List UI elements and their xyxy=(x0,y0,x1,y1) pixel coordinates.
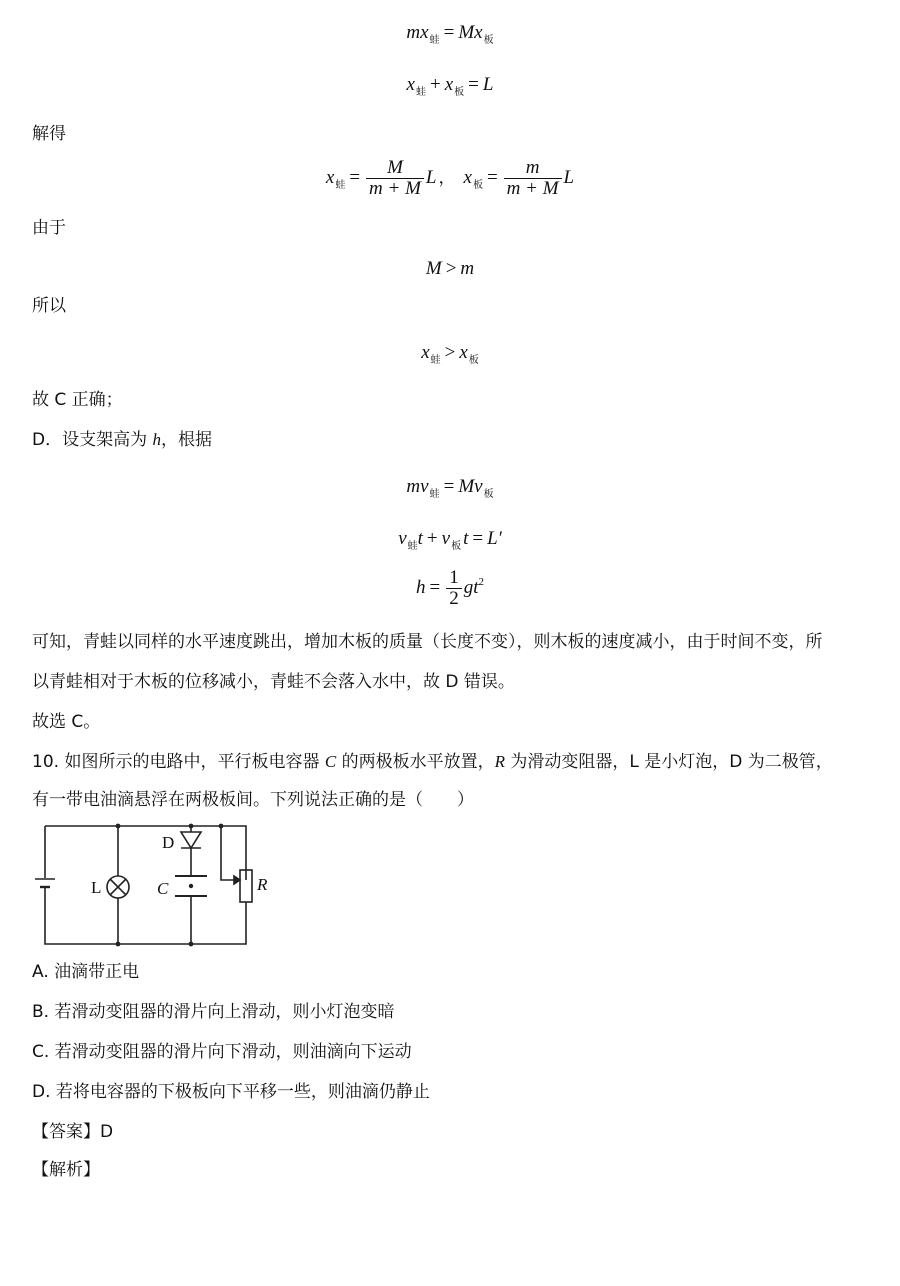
rheostat-slider-arrow xyxy=(234,876,240,884)
equation-displacement-inequality: $x_蛙 > x_板$ xyxy=(421,342,479,366)
eq-symbol: m xyxy=(406,476,421,497)
option-b: B. 若滑动变阻器的滑片向上滑动，则小灯泡变暗 xyxy=(32,1002,395,1022)
eq-separator: ， xyxy=(438,167,456,188)
junction-node xyxy=(116,824,121,829)
eq-symbol: x xyxy=(325,166,335,188)
fraction-numerator: M xyxy=(366,158,424,179)
text-paragraph-line: 以青蛙相对于木板的位移减小，青蛙不会落入水中，故 D 错误。 xyxy=(32,672,515,692)
eq-subscript: 板 xyxy=(454,87,465,98)
wire xyxy=(45,888,246,944)
eq-symbol: v xyxy=(398,528,407,549)
eq-subscript: 蛙 xyxy=(429,489,440,500)
text-conclusion-c: 故 C 正确； xyxy=(32,390,123,410)
label-diode: D xyxy=(162,833,175,852)
eq-subscript: 板 xyxy=(483,35,494,46)
eq-symbol: h xyxy=(416,576,426,598)
rheostat-slider-wire xyxy=(221,826,234,880)
eq-symbol: L xyxy=(563,166,575,188)
eq-symbol: m xyxy=(460,258,475,279)
junction-node xyxy=(219,824,224,829)
eq-symbol: M xyxy=(425,258,442,279)
eq-symbol: h xyxy=(152,430,161,449)
fraction xyxy=(366,158,424,199)
equation-velocity-time-sum: $v_蛙t + v_板$ t = L′ xyxy=(398,528,502,552)
eq-symbol: x xyxy=(463,166,472,188)
answer-label: 【答案】D xyxy=(32,1122,114,1142)
fraction-denominator: m + M xyxy=(369,178,421,199)
text-fragment: 为滑动变阻器，L 是小灯泡，D 为二极管， xyxy=(504,752,833,772)
eq-subscript: 板 xyxy=(472,179,483,191)
eq-symbol: L xyxy=(425,166,437,188)
text-part-d xyxy=(32,430,212,450)
eq-symbol: t xyxy=(417,528,423,549)
eq-symbol: m xyxy=(406,22,421,43)
text-fragment: 10. 如图所示的电路中，平行板电容器 xyxy=(32,752,325,772)
label-capacitor: C xyxy=(157,879,169,898)
fraction xyxy=(504,158,562,199)
fraction-numerator: m xyxy=(504,158,562,179)
eq-symbol: x xyxy=(406,74,415,95)
text-jiede: 解得 xyxy=(32,124,66,144)
eq-symbol: t xyxy=(463,528,469,549)
junction-node xyxy=(116,942,121,947)
eq-subscript: 板 xyxy=(468,355,479,366)
eq-superscript: 2 xyxy=(478,575,484,588)
eq-subscript: 蛙 xyxy=(430,355,441,366)
question-stem-line: 有一带电油滴悬浮在两极板间。下列说法正确的是（ ） xyxy=(32,790,474,810)
oil-drop xyxy=(189,884,193,888)
text-fragment: ，根据 xyxy=(161,430,212,450)
equation-free-fall: h = $\frac{1}{2}$ $gt^2$ xyxy=(416,567,484,609)
equation-momentum-displacement: $mx_蛙 = Mx_板$ xyxy=(406,22,494,46)
text-answer-prev: 故选 C。 xyxy=(32,712,101,732)
eq-subscript: 板 xyxy=(451,541,462,552)
question-stem-line xyxy=(32,752,833,772)
equation-momentum-velocity: $mv_蛙 = Mv_板$ xyxy=(406,476,494,500)
text-suoyi: 所以 xyxy=(32,296,66,316)
eq-symbol: M xyxy=(458,22,475,43)
text-fragment: D．设支架高为 xyxy=(32,430,153,450)
circuit-diagram xyxy=(30,818,280,950)
eq-symbol: v xyxy=(441,528,451,549)
diode-icon xyxy=(181,832,201,848)
wire xyxy=(45,826,246,880)
eq-symbol: x xyxy=(420,22,429,43)
equation-displacement-sum: $x_蛙 + x_板 = L$ xyxy=(406,74,494,98)
text-youyu: 由于 xyxy=(32,218,66,238)
eq-subscript: 蛙 xyxy=(415,87,426,98)
option-c: C. 若滑动变阻器的滑片向下滑动，则油滴向下运动 xyxy=(32,1042,412,1062)
junction-node xyxy=(189,942,194,947)
label-lamp: L xyxy=(91,878,102,897)
eq-subscript: 蛙 xyxy=(407,541,418,552)
option-d: D. 若将电容器的下极板向下平移一些，则油滴仍静止 xyxy=(32,1082,430,1102)
fraction-numerator: 1 xyxy=(446,568,462,589)
fraction xyxy=(446,568,462,609)
eq-symbol: C xyxy=(324,752,337,771)
eq-symbol: x xyxy=(474,22,483,43)
fraction-denominator: m + M xyxy=(506,178,559,199)
eq-symbol: L xyxy=(482,74,494,95)
eq-symbol: x xyxy=(459,342,468,363)
equation-mass-inequality: M > m xyxy=(425,258,475,279)
eq-symbol: L′ xyxy=(487,528,502,549)
text-fragment: 的两极板水平放置， xyxy=(336,752,495,772)
eq-symbol: M xyxy=(458,476,475,497)
eq-subscript: 板 xyxy=(483,489,494,500)
eq-subscript: 蛙 xyxy=(335,179,346,191)
eq-symbol: R xyxy=(494,752,505,771)
eq-symbol: v xyxy=(474,476,483,497)
eq-symbol: x xyxy=(444,74,454,95)
eq-symbol: x xyxy=(421,342,430,363)
eq-symbol: gt xyxy=(463,576,479,598)
option-a: A. 油滴带正电 xyxy=(32,962,140,982)
label-rheostat: R xyxy=(257,875,268,894)
fraction-denominator: 2 xyxy=(449,588,459,609)
eq-subscript: 蛙 xyxy=(429,35,440,46)
eq-symbol: v xyxy=(420,476,429,497)
equation-solution-fractions: $x_蛙$ = $\frac{M}{m + M}$ L ， $x_板$ = $\frac{m}{m + M}$ L xyxy=(325,157,575,199)
junction-node xyxy=(189,824,194,829)
text-paragraph-line: 可知，青蛙以同样的水平速度跳出，增加木板的质量（长度不变），则木板的速度减小，由于时间不变，所 xyxy=(32,632,823,652)
analysis-label: 【解析】 xyxy=(32,1160,100,1180)
